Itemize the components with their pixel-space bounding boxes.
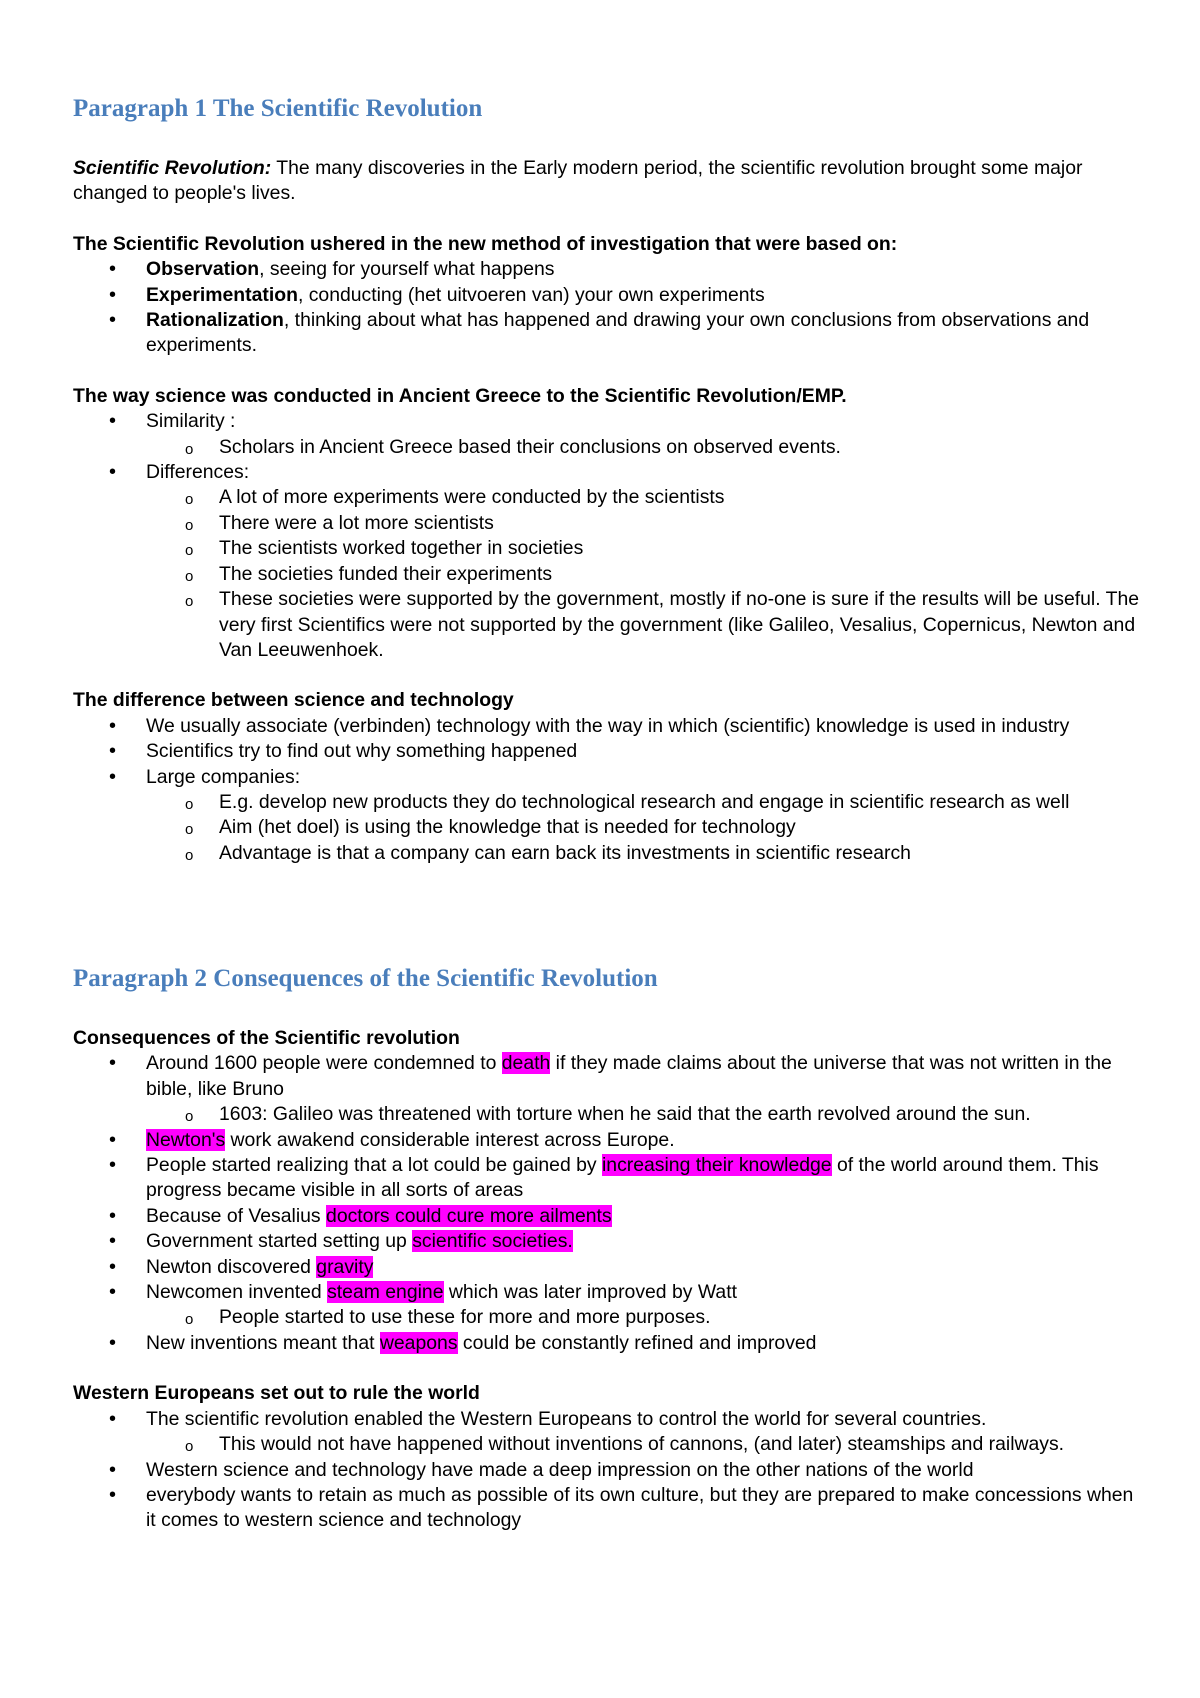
list-item: • Differences: [73,460,1143,485]
list-item [73,283,1143,308]
list-item [73,1204,1143,1229]
method-text: , conducting (het uitvoeren van) your own experiments [297,283,765,306]
sub-list-item: o People started to use these for more and more purposes. [73,1305,1143,1330]
list-item [73,308,1143,359]
section1-body [73,156,1143,866]
item-text: Around 1600 people were condemned to [146,1052,502,1075]
sub-list-item: o These societies were supported by the government, mostly if no-one is sure if the results will be useful. The very first Scientifics were not supported by the government (like Galileo, Vesalius, Copernicus, Newton and Van Leeuwenhoek. [73,587,1143,663]
list-item [73,1051,1143,1102]
list-item [73,1331,1143,1356]
sub-list-item: o Aim (het doel) is using the knowledge that is needed for technology [73,815,1143,840]
list-item: • everybody wants to retain as much as possible of its own culture, but they are prepared to make concessions when it comes to western science and technology [73,1483,1143,1534]
method-term: Rationalization [146,309,284,332]
intro-term: Scientific Revolution: [73,157,272,179]
list-item: • Scientifics try to find out why something happened [73,739,1143,764]
section1-heading: Paragraph 1 The Scientific Revolution [73,95,483,122]
list-item [73,1153,1143,1204]
sub-list-item: o E.g. develop new products they do technological research and engage in scientific research as well [73,790,1143,815]
highlighted-text: death [501,1052,551,1075]
list-item [73,1255,1143,1280]
item-text: work awakend considerable interest across Europe. [225,1128,675,1151]
method-text: , seeing for yourself what happens [259,258,555,281]
item-text: Government started setting up [146,1230,413,1253]
item-text: Newton discovered [146,1255,317,1278]
intro-paragraph [73,156,1143,207]
list-item: • We usually associate (verbinden) technology with the way in which (scientific) knowledge is used in industry [73,714,1143,739]
list-item: • Western science and technology have made a deep impression on the other nations of the world [73,1458,1143,1483]
highlighted-text: doctors could cure more ailments [326,1204,612,1227]
item-text: People started realizing that a lot could be gained by [146,1154,602,1177]
highlighted-text: weapons [379,1331,458,1354]
difference-list [73,714,1143,866]
consequences-list [73,1051,1143,1356]
item-text: of the world around them. This progress became visible in all sorts of areas [146,1154,1099,1202]
difference-subheading: The difference between science and technology [73,689,514,712]
western-list [73,1407,1143,1534]
list-item [73,257,1143,282]
sub-list-item: o The societies funded their experiments [73,562,1143,587]
highlighted-text: steam engine [327,1281,444,1304]
sub-list-item: o There were a lot more scientists [73,511,1143,536]
item-text: could be constantly refined and improved [457,1331,817,1354]
list-item [73,1128,1143,1153]
list-item: • The scientific revolution enabled the Western Europeans to control the world for several countries. [73,1407,1143,1432]
method-list [73,257,1143,359]
sub-list-item: o This would not have happened without inventions of cannons, (and later) steamships and railways. [73,1432,1143,1457]
item-text: Newcomen invented [146,1281,328,1304]
list-item [73,1280,1143,1305]
sub-list-item: o Scholars in Ancient Greece based their conclusions on observed events. [73,435,1143,460]
list-item: • Similarity : [73,409,1143,434]
list-item: • Large companies: [73,765,1143,790]
method-subheading: The Scientific Revolution ushered in the new method of investigation that were based on: [73,232,898,255]
section2-heading: Paragraph 2 Consequences of the Scientific Revolution [73,965,658,992]
method-text: , thinking about what has happened and drawing your own conclusions from observations and experiments. [146,309,1090,357]
item-text: which was later improved by Watt [443,1281,737,1304]
item-text: if they made claims about the universe that was not written in the bible, like Bruno [146,1052,1112,1100]
sub-list-item: o The scientists worked together in societies [73,536,1143,561]
method-term: Observation [146,258,260,281]
item-text: New inventions meant that [146,1331,380,1354]
sub-list-item: o 1603: Galileo was threatened with torture when he said that the earth revolved around the sun. [73,1102,1143,1127]
greece-list [73,409,1143,663]
greece-subheading: The way science was conducted in Ancient Greece to the Scientific Revolution/EMP. [73,384,847,407]
highlighted-text: increasing their knowledge [601,1154,832,1177]
item-text: Because of Vesalius [146,1204,327,1227]
intro-text: The many discoveries in the Early modern period, the scientific revolution brought some major changed to people's lives. [73,157,1083,205]
highlighted-text: gravity [316,1255,374,1278]
highlighted-text: Newton's [146,1128,226,1151]
sub-list-item: o Advantage is that a company can earn back its investments in scientific research [73,841,1143,866]
list-item [73,1229,1143,1254]
section2-body [73,1026,1143,1534]
highlighted-text: scientific societies. [412,1230,573,1253]
western-subheading: Western Europeans set out to rule the world [73,1382,480,1405]
sub-list-item: o A lot of more experiments were conducted by the scientists [73,485,1143,510]
method-term: Experimentation [146,283,298,306]
consequences-subheading: Consequences of the Scientific revolution [73,1027,460,1049]
